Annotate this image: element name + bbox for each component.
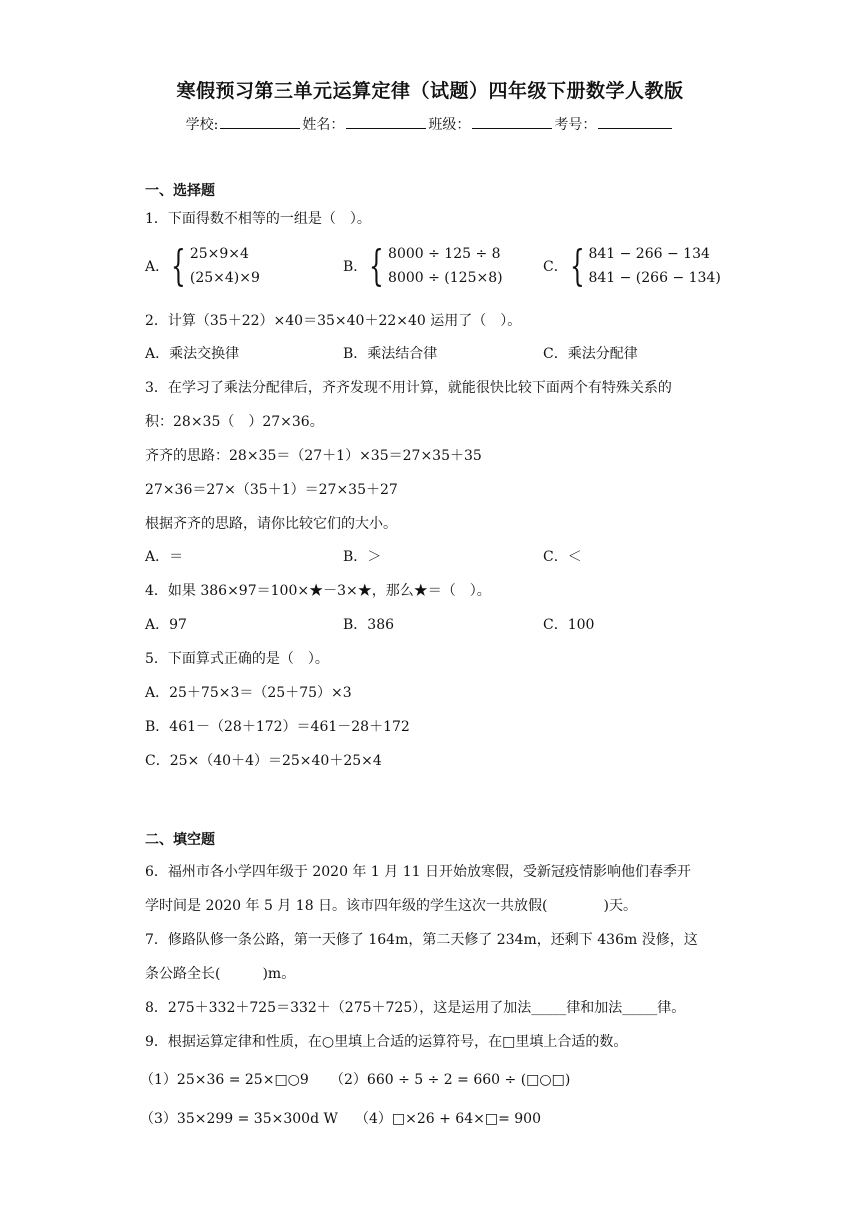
q3-think-line1: 齐齐的思路：28×35＝（27＋1）×35＝27×35＋35 bbox=[145, 448, 482, 464]
q3-option-a[interactable]: A．＝ bbox=[145, 549, 184, 565]
q4-stem: 4．如果 386×97＝100×★－3×★，那么★＝（ ）。 bbox=[145, 583, 491, 599]
q9-stem: 9．根据运算定律和性质，在○里填上合适的运算符号，在□里填上合适的数。 bbox=[145, 1034, 628, 1050]
q1-c-line2: 841 − (266 − 134) bbox=[588, 270, 721, 286]
q9-part2[interactable]: （2）660 ÷ 5 ÷ 2 = 660 ÷ (□○□) bbox=[330, 1072, 571, 1088]
school-label: 学校: bbox=[185, 117, 219, 133]
q2-option-b[interactable]: B．乘法结合律 bbox=[343, 346, 438, 362]
q1-c-line1: 841 − 266 − 134 bbox=[588, 246, 710, 262]
q1-stem: 1．下面得数不相等的一组是（ ）。 bbox=[145, 211, 371, 227]
q4-option-b[interactable]: B．386 bbox=[343, 617, 395, 633]
q1-b-line1: 8000 ÷ 125 ÷ 8 bbox=[388, 246, 501, 262]
q1-b-label: B． bbox=[343, 259, 368, 275]
name-blank[interactable] bbox=[346, 115, 426, 129]
q8-text[interactable]: 8．275＋332＋725＝332＋（275＋725），这是运用了加法_____律和加法_____律。 bbox=[145, 1000, 686, 1016]
q5-option-b[interactable]: B．461－（28＋172）＝461－28＋172 bbox=[145, 719, 410, 735]
q7-line2[interactable]: 条公路全长( )m。 bbox=[145, 966, 296, 982]
q1-option-c[interactable] bbox=[543, 242, 721, 290]
q9-part4[interactable]: （4）□×26 + 64×□= 900 bbox=[355, 1111, 541, 1127]
q4-option-a[interactable]: A．97 bbox=[145, 617, 187, 633]
q7-line1: 7．修路队修一条公路，第一天修了 164m，第二天修了 234m，还剩下 436m 没修，这 bbox=[145, 932, 698, 948]
section-choice-heading: 一、选择题 bbox=[145, 183, 215, 199]
exam-number-blank[interactable] bbox=[598, 115, 672, 129]
q1-b-line2: 8000 ÷ (125×8) bbox=[388, 270, 503, 286]
q2-option-c[interactable]: C．乘法分配律 bbox=[543, 346, 638, 362]
q2-stem: 2．计算（35＋22）×40＝35×40＋22×40 运用了（ ）。 bbox=[145, 313, 522, 329]
q6-line1: 6．福州市各小学四年级于 2020 年 1 月 11 日开始放寒假，受新冠疫情影响他们春季开 bbox=[145, 864, 691, 880]
q1-a-line1: 25×9×4 bbox=[189, 246, 249, 262]
section-fill-heading: 二、填空题 bbox=[145, 832, 215, 848]
left-brace-icon: { bbox=[171, 241, 186, 290]
q3-option-c[interactable]: C．＜ bbox=[543, 549, 582, 565]
q9-part3[interactable]: （3）35×299 = 35×300d W bbox=[140, 1111, 338, 1127]
name-label: 姓名： bbox=[302, 117, 345, 133]
q2-option-a[interactable]: A．乘法交换律 bbox=[145, 346, 240, 362]
class-blank[interactable] bbox=[472, 115, 552, 129]
page-title: 寒假预习第三单元运算定律（试题）四年级下册数学人教版 bbox=[176, 80, 684, 102]
left-brace-icon: { bbox=[369, 241, 385, 290]
q1-option-a[interactable] bbox=[145, 242, 260, 290]
student-info-line bbox=[0, 114, 860, 134]
q4-option-c[interactable]: C．100 bbox=[543, 617, 595, 633]
q1-c-label: C． bbox=[543, 259, 568, 275]
left-brace-icon: { bbox=[569, 241, 585, 290]
q5-option-c[interactable]: C．25×（40＋4）＝25×40＋25×4 bbox=[145, 753, 382, 769]
q9-part1[interactable]: （1）25×36 = 25×□○9 bbox=[140, 1072, 309, 1088]
q3-ask: 根据齐齐的思路，请你比较它们的大小。 bbox=[145, 516, 397, 532]
q5-option-a[interactable]: A．25＋75×3＝（25＋75）×3 bbox=[145, 685, 352, 701]
q3-stem-line1: 3．在学习了乘法分配律后，齐齐发现不用计算，就能很快比较下面两个有特殊关系的 bbox=[145, 380, 672, 396]
q1-a-label: A． bbox=[145, 259, 170, 275]
q3-think-line2: 27×36＝27×（35＋1）＝27×35＋27 bbox=[145, 482, 398, 498]
q3-option-b[interactable]: B．＞ bbox=[343, 549, 382, 565]
class-label: 班级： bbox=[428, 117, 471, 133]
q5-stem: 5．下面算式正确的是（ ）。 bbox=[145, 651, 329, 667]
q6-line2[interactable]: 学时间是 2020 年 5 月 18 日。该市四年级的学生这次一共放假( )天。 bbox=[145, 898, 637, 914]
school-blank[interactable] bbox=[220, 115, 300, 129]
q3-stem-line2: 积：28×35（ ）27×36。 bbox=[145, 414, 324, 430]
q1-option-b[interactable] bbox=[343, 242, 503, 290]
q1-a-line2: (25×4)×9 bbox=[189, 270, 260, 286]
exam-number-label: 考号： bbox=[554, 117, 597, 133]
